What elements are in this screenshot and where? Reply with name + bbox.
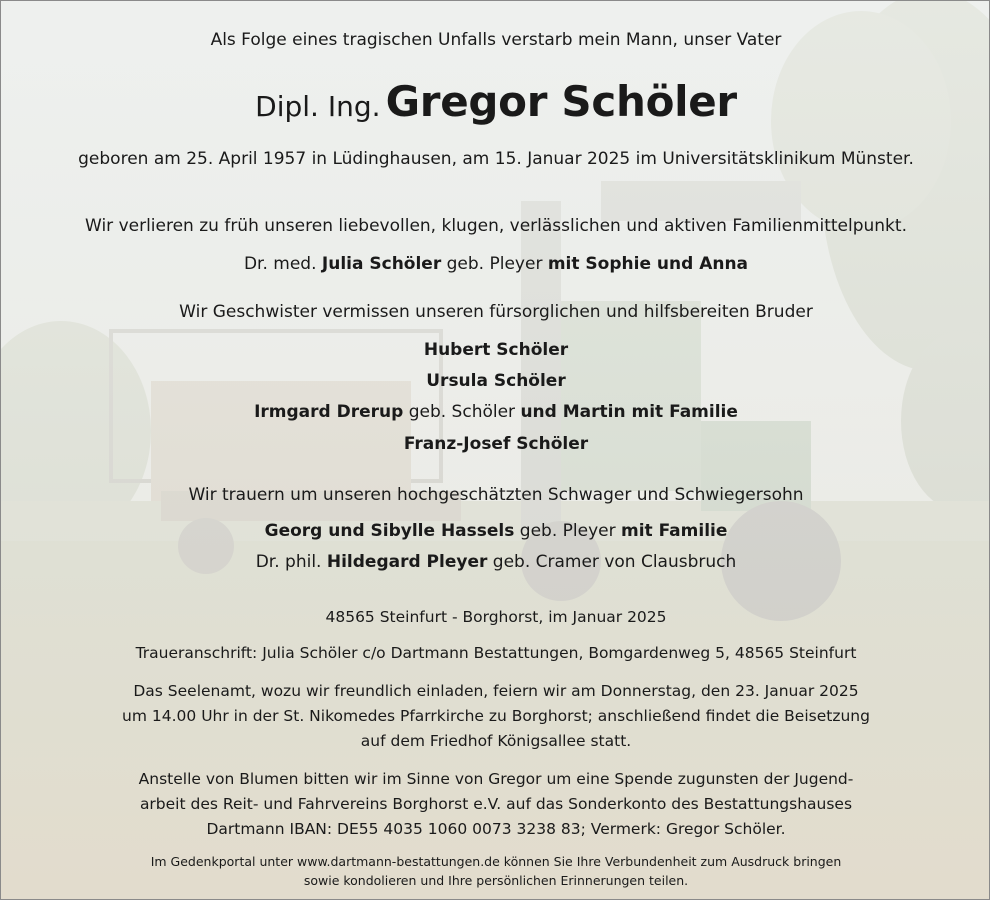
sibling-3-birth: geb. Schöler bbox=[408, 402, 516, 422]
sibling-3-family: und Martin mit Familie bbox=[520, 402, 738, 422]
donation-line-2: arbeit des Reit- und Fahrvereins Borghorst e.V. auf das Sonderkonto des Bestattungshauses bbox=[139, 795, 853, 813]
mourning-address: Traueranschrift: Julia Schöler c/o Dartmann Bestattungen, Bomgardenweg 5, 48565 Steinfurt bbox=[135, 644, 857, 662]
sibling-1: Hubert Schöler bbox=[423, 340, 569, 360]
inlaws-2-name: Hildegard Pleyer bbox=[326, 552, 488, 572]
intro-text: Als Folge eines tragischen Unfalls verstarb mein Mann, unser Vater bbox=[210, 30, 782, 50]
inlaws-1-birth: geb. Pleyer bbox=[519, 521, 616, 541]
wife-line bbox=[1, 254, 990, 274]
service-line-3: auf dem Friedhof Königsallee statt. bbox=[360, 732, 632, 750]
family-statement: Wir verlieren zu früh unseren liebevollen, klugen, verlässlichen und aktiven Familienmittelpunkt. bbox=[85, 216, 907, 236]
wife-birth-name: geb. Pleyer bbox=[446, 254, 543, 274]
deceased-name: Gregor Schöler bbox=[385, 77, 737, 126]
service-line-1: Das Seelenamt, wozu wir freundlich einladen, feiern wir am Donnerstag, den 23. Januar 2025 bbox=[133, 682, 859, 700]
dates-text: geboren am 25. April 1957 in Lüdinghausen, am 15. Januar 2025 im Universitätsklinikum Münster. bbox=[78, 149, 914, 169]
sibling-3 bbox=[1, 402, 990, 422]
place-date: 48565 Steinfurt - Borghorst, im Januar 2025 bbox=[325, 608, 667, 626]
sibling-4: Franz-Josef Schöler bbox=[403, 434, 589, 454]
wife-title: Dr. med. bbox=[243, 254, 317, 274]
inlaws-statement: Wir trauern um unseren hochgeschätzten Schwager und Schwiegersohn bbox=[188, 485, 804, 505]
inlaws-2-title: Dr. phil. bbox=[255, 552, 322, 572]
inlaws-1-family: mit Familie bbox=[620, 521, 728, 541]
wife-children: mit Sophie und Anna bbox=[547, 254, 749, 274]
portal-line-1: Im Gedenkportal unter www.dartmann-bestattungen.de können Sie Ihre Verbundenheit zum Ausdruck bringen bbox=[150, 854, 842, 869]
portal-line-2: sowie kondolieren und Ihre persönlichen Erinnerungen teilen. bbox=[303, 873, 689, 888]
donation-line-1: Anstelle von Blumen bitten wir im Sinne von Gregor um eine Spende zugunsten der Jugend- bbox=[138, 770, 854, 788]
wife-name: Julia Schöler bbox=[321, 254, 442, 274]
inlaws-1-name: Georg und Sibylle Hassels bbox=[264, 521, 515, 541]
deceased-name-line bbox=[1, 75, 990, 129]
sibling-3-name: Irmgard Drerup bbox=[254, 402, 404, 422]
service-line-2: um 14.00 Uhr in der St. Nikomedes Pfarrkirche zu Borghorst; anschließend findet die Beisetzung bbox=[122, 707, 870, 725]
donation-line-3: Dartmann IBAN: DE55 4035 1060 0073 3238 83; Vermerk: Gregor Schöler. bbox=[206, 820, 786, 838]
siblings-statement: Wir Geschwister vermissen unseren fürsorglichen und hilfsbereiten Bruder bbox=[179, 302, 813, 322]
inlaws-line-1 bbox=[1, 521, 990, 541]
deceased-prefix: Dipl. Ing. bbox=[255, 90, 381, 123]
inlaws-2-birth: geb. Cramer von Clausbruch bbox=[492, 552, 737, 572]
inlaws-line-2 bbox=[1, 552, 990, 572]
sibling-2: Ursula Schöler bbox=[426, 371, 566, 391]
